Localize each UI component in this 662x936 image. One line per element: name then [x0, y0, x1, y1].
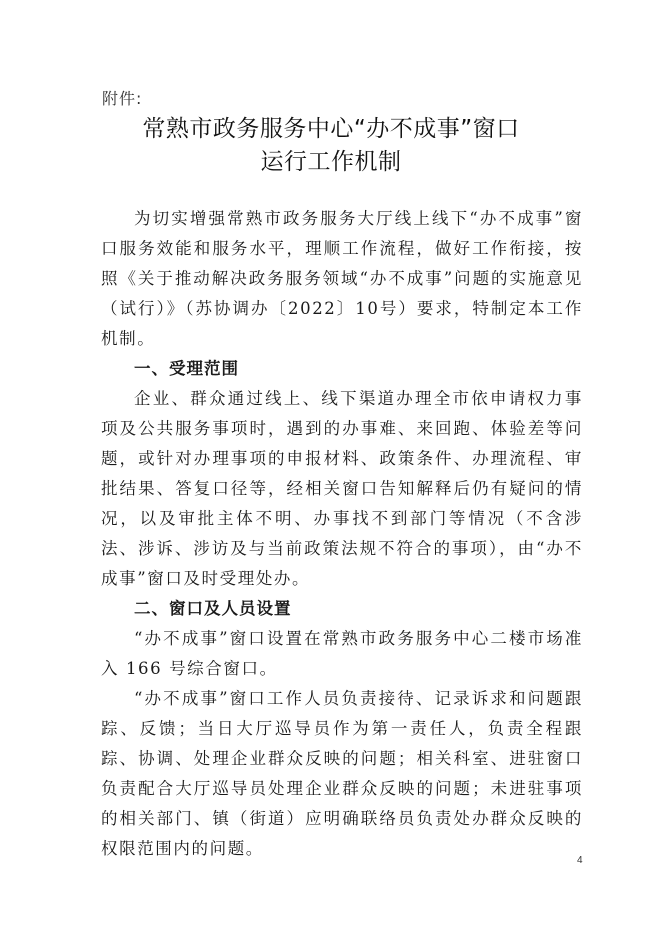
scope-paragraph: 企业、群众通过线上、线下渠道办理全市依申请权力事项及公共服务事项时，遇到的办事难、来回跑、体验差等问题，或针对办理事项的申报材料、政策条件、办理流程、审批结果、答复口径等，经相关窗口告知解释后仍有疑问的情况，以及审批主体不明、办事找不到部门等情况（不含涉法、涉诉、涉访及与当前政策法规不符合的事项），由“办不成事”窗口及时受理处办。 [101, 389, 583, 588]
document-body [101, 204, 583, 864]
document-title-line-2: 运行工作机制 [260, 149, 402, 175]
section-heading-window-staffing: 二、窗口及人员设置 [134, 599, 292, 618]
document-title-line-1: 常熟市政务服务中心“办不成事”窗口 [142, 116, 520, 142]
intro-paragraph: 为切实增强常熟市政务服务大厅线上线下“办不成事”窗口服务效能和服务水平，理顺工作流程，做好工作衔接，按照《关于推动解决政务服务领域“办不成事”问题的实施意见（试行）》（苏协调办〔2022〕10号）要求，特制定本工作机制。 [101, 209, 583, 348]
staff-duties-paragraph: “办不成事”窗口工作人员负责接待、记录诉求和问题跟踪、反馈；当日大厅巡导员作为第一责任人，负责全程跟踪、协调、处理企业群众反映的问题；相关科室、进驻窗口负责配合大厅巡导员处理企业群众反映的问题；未进驻事项的相关部门、镇（街道）应明确联络员负责处办群众反映的权限范围内的问题。 [101, 689, 583, 858]
window-location-paragraph: “办不成事”窗口设置在常熟市政务服务中心二楼市场准入 166 号综合窗口。 [101, 629, 583, 678]
page-number: 4 [577, 855, 583, 866]
attachment-label: 附件: [102, 89, 143, 108]
section-heading-scope: 一、受理范围 [134, 359, 239, 378]
